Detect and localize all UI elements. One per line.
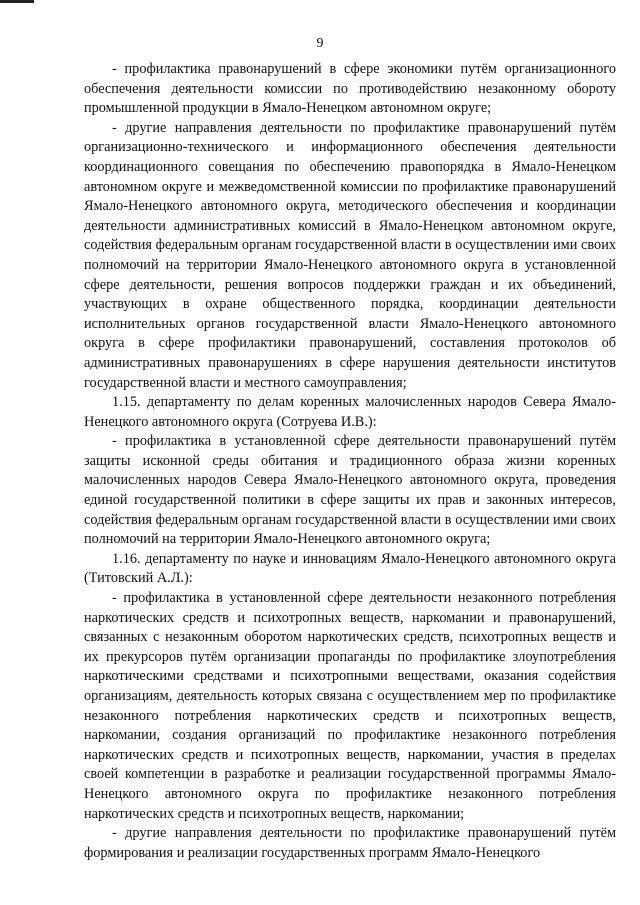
paragraph-item-1-15: 1.15. департаменту по делам коренных малочисленных народов Севера Ямало-Ненецкого автономного округа (Сотруева И.В.):	[84, 394, 616, 430]
paragraph-state-programs: - другие направления деятельности по профилактике правонарушений путём формирования и реализации государственных программ Ямало-Ненецкого	[84, 825, 616, 861]
paragraph-indigenous-peoples: - профилактика в установленной сфере деятельности правонарушений путём защиты исконной среды обитания и традиционного образа жизни коренных малочисленных народов Севера Ямало-Ненецкого автономного округа, проведения единой государственной политики в сфере защиты их прав и законных интересов, содействия федеральным органам государственной власти в осуществлении ими своих полномочий на территории Ямало-Ненецкого автономного округа;	[84, 433, 616, 548]
paragraph-item-1-16: 1.16. департаменту по науке и инновациям Ямало-Ненецкого автономного округа (Титовский А.Л.):	[84, 550, 616, 587]
paragraph-other-directions: - другие направления деятельности по профилактике правонарушений путём организационно-технического и информационного обеспечения деятельности координационного совещания по обеспечению правопорядка в Ямало-Ненецком автономном округе и межведомственной комиссии по профилактике правонарушений Ямало-Ненецкого автономного округа, методического обеспечения и координации деятельности административных комиссий в Ямало-Ненецком автономном округе, содействия федеральным органам государственной власти в осуществлении ими своих полномочий на территории Ямало-Ненецкого автономного округа в установленной сфере деятельности, решения вопросов поддержки граждан и их объединений, участвующих в охране общественного порядка, координации деятельности исполнительных органов государственной власти Ямало-Ненецкого автономного округа в сфере профилактики правонарушений, составления протоколов об административных правонарушениях в сфере нарушения деятельности институтов государственной власти и местного самоуправления;	[84, 119, 616, 391]
scan-corner-mark	[0, 0, 34, 3]
paragraph-economic-offenses: - профилактика правонарушений в сфере экономики путём организационного обеспечения деятельности комиссии по противодействию незаконному обороту промышленной продукции в Ямало-Ненецком автономном округе;	[84, 61, 616, 117]
page-number: 9	[316, 36, 324, 51]
document-body	[84, 60, 616, 863]
paragraph-drug-prevention: - профилактика в установленной сфере деятельности незаконного потребления наркотических средств и психотропных веществ, наркомании и правонарушений, связанных с незаконным оборотом наркотических средств, психотропных веществ и их прекурсоров путём организации пропаганды по профилактике злоупотребления наркотическими средствами и психотропными веществами, оказания содействия организациям, деятельность которых связана с осуществлением мер по профилактике незаконного потребления наркотических средств и психотропных веществ, наркомании, создания организаций по профилактике незаконного потребления наркотических средств и психотропных веществ, наркомании, участия в пределах своей компетенции в разработке и реализации государственной программы Ямало-Ненецкого автономного округа по профилактике незаконного потребления наркотических средств и психотропных веществ, наркомании;	[84, 590, 616, 822]
